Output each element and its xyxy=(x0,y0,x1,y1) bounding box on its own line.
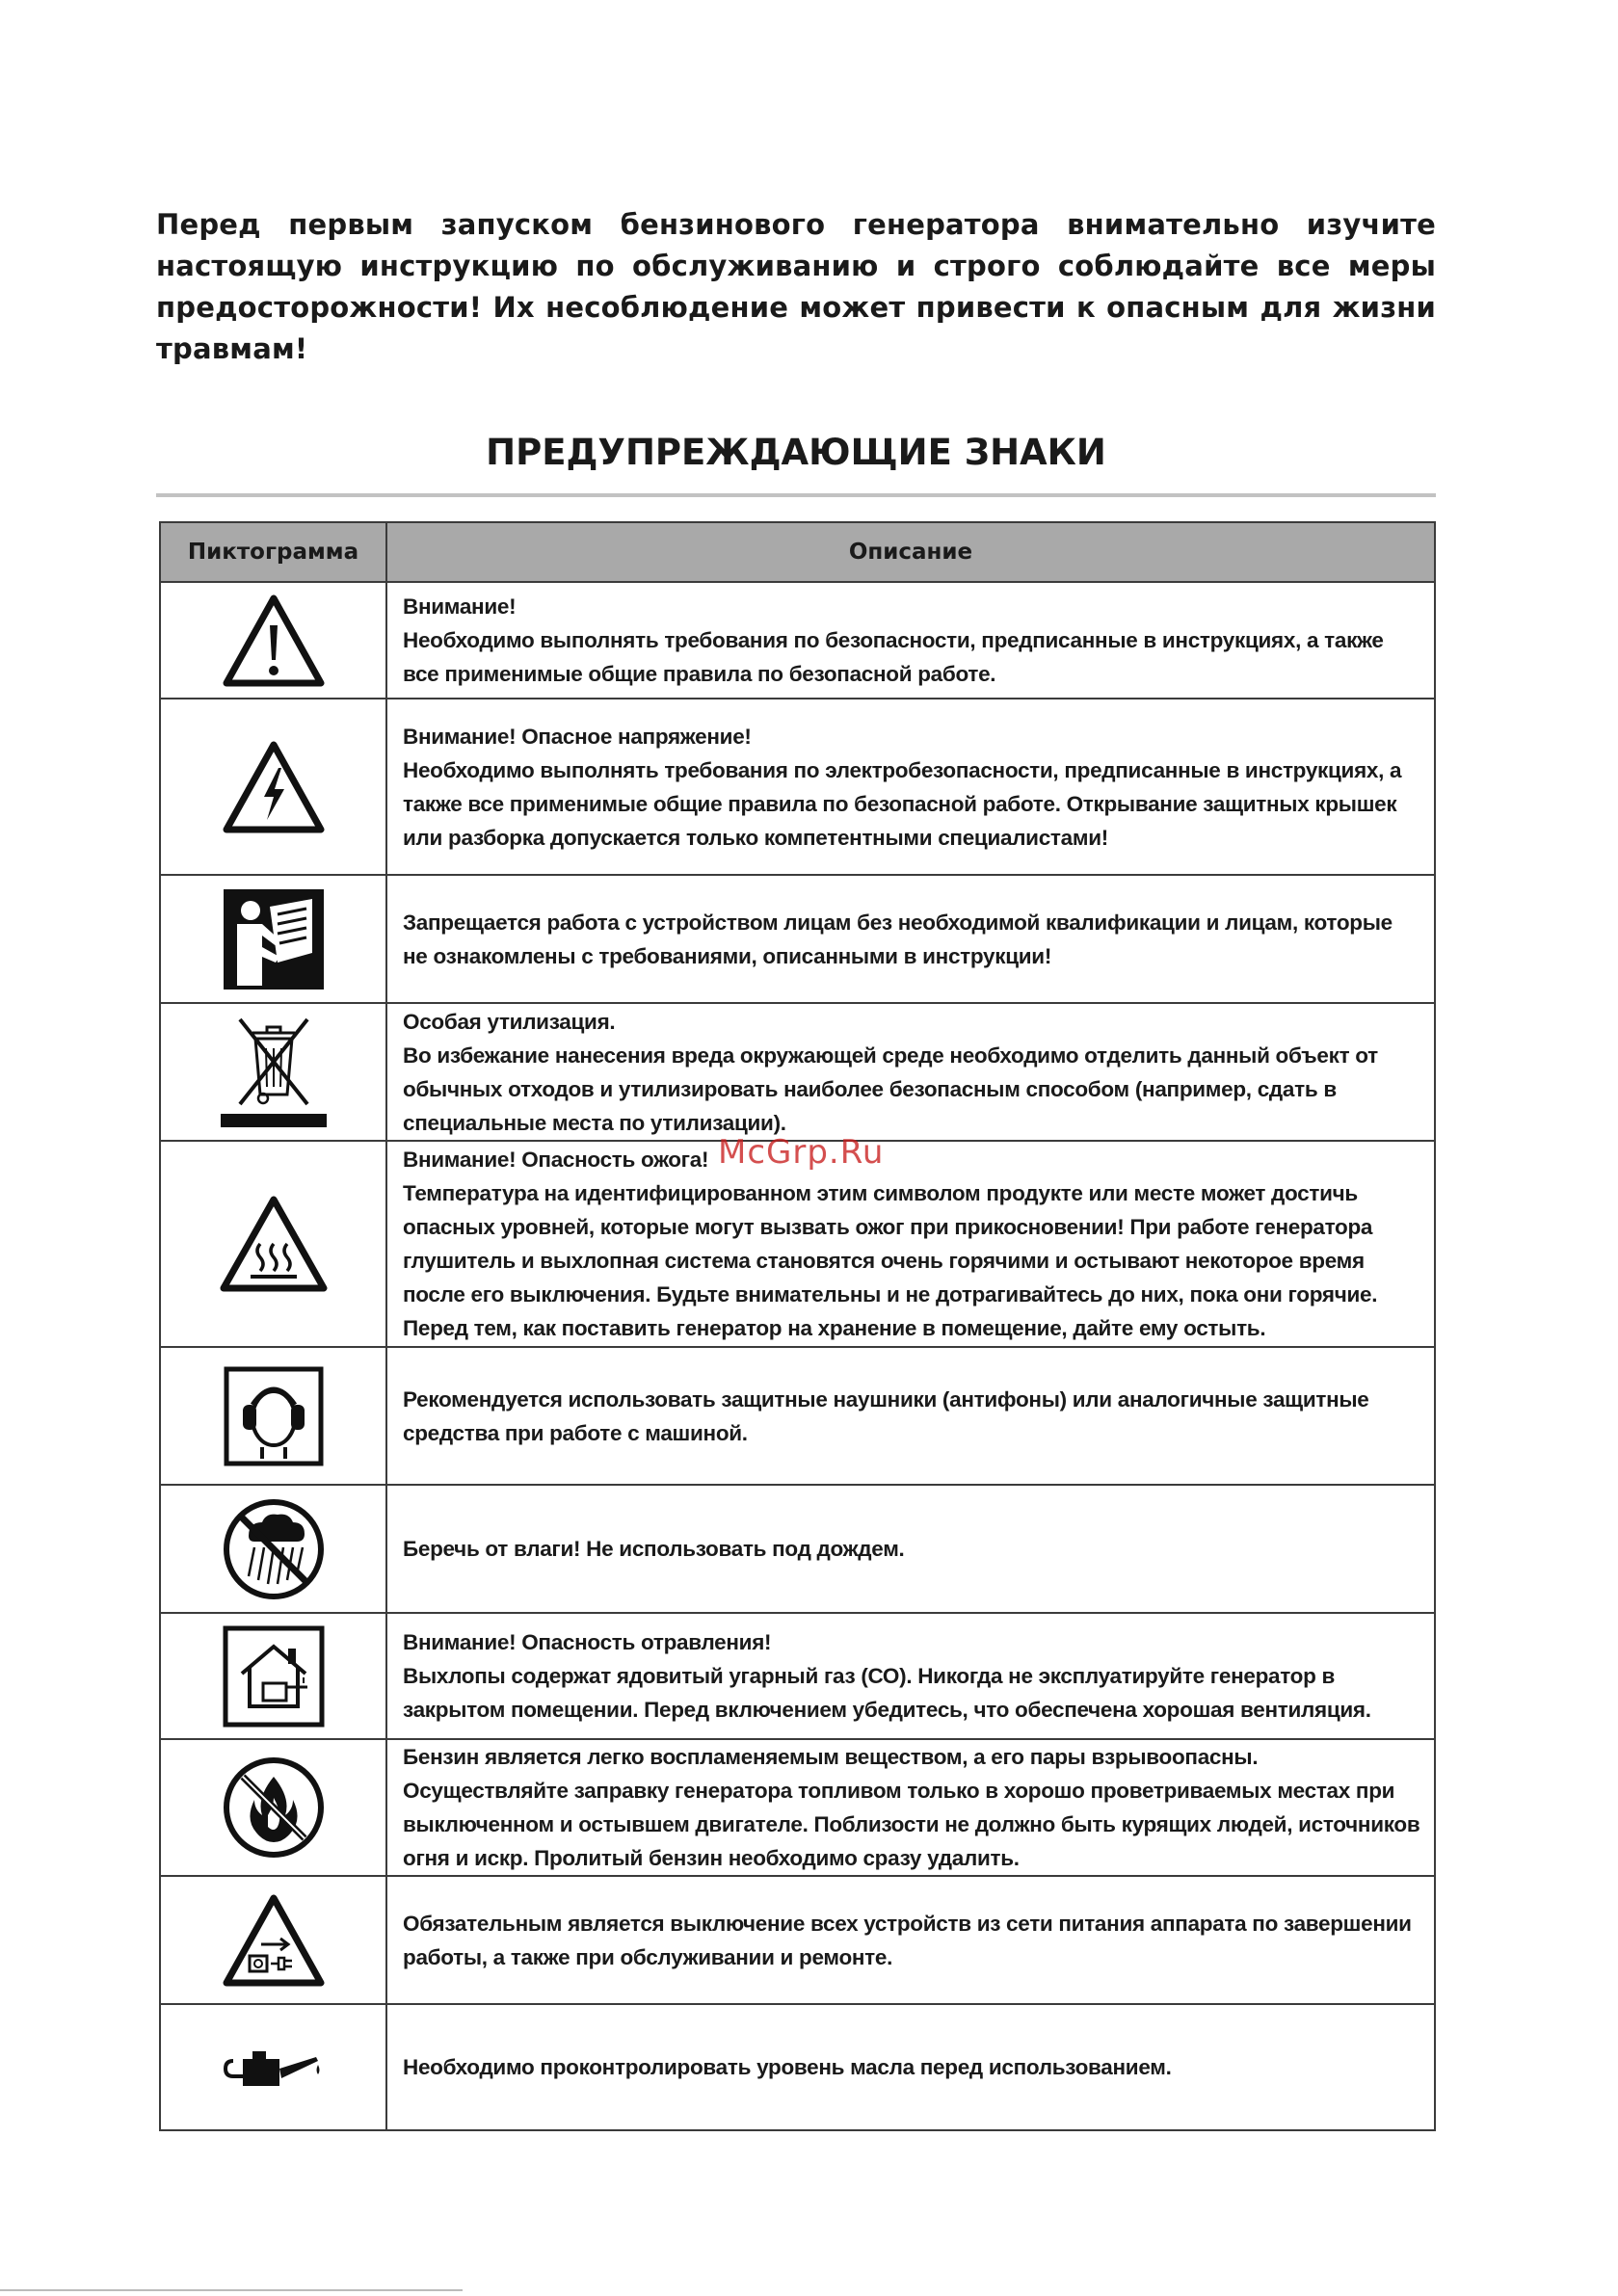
ear-protection-icon xyxy=(224,1366,324,1466)
pictogram-cell xyxy=(160,1739,386,1876)
read-manual-icon xyxy=(224,889,324,990)
description-cell xyxy=(386,582,1435,699)
description-cell xyxy=(386,1485,1435,1613)
row-title: Особая утилизация. xyxy=(403,1009,616,1034)
row-title: Внимание! Опасность ожога! xyxy=(403,1148,709,1172)
row-text: Обязательным является выключение всех устройств из сети питания аппарата по завершении работы, а также при обслуживании и ремонте. xyxy=(403,1911,1412,1969)
table-header-row xyxy=(160,522,1435,582)
oil-can-icon xyxy=(224,2044,324,2092)
pictogram-cell xyxy=(160,1613,386,1739)
pictogram-cell xyxy=(160,1003,386,1141)
row-text: Необходимо проконтролировать уровень масла перед использованием. xyxy=(403,2055,1172,2079)
watermark: McGrp.Ru xyxy=(718,1133,885,1172)
high-voltage-warning-icon xyxy=(221,739,327,835)
description-cell xyxy=(386,1613,1435,1739)
exclamation-warning-icon xyxy=(221,593,327,689)
pictogram-cell xyxy=(160,1347,386,1485)
description-cell xyxy=(386,1739,1435,1876)
pictogram-cell xyxy=(160,1485,386,1613)
table-row xyxy=(160,875,1435,1003)
row-text: Запрещается работа с устройством лицам без необходимой квалификации и лицам, которые не ознакомлены с требованиями, описанными в инструкции! xyxy=(403,910,1393,968)
description-cell xyxy=(386,1003,1435,1141)
row-text: Выхлопы содержат ядовитый угарный газ (СО). Никогда не эксплуатируйте генератор в закрытом помещении. Перед включением убедитесь, что обеспечена хорошая вентиляция. xyxy=(403,1664,1371,1722)
row-text: Необходимо выполнять требования по электробезопасности, предписанные в инструкциях, а также все применимые общие правила по безопасной работе. Открывание защитных крышек или разборка допускается только компетентными специалистами! xyxy=(403,757,1402,850)
crossed-bin-icon xyxy=(221,1016,327,1129)
warning-signs-table xyxy=(159,521,1436,2131)
table-row xyxy=(160,699,1435,875)
pictogram-cell xyxy=(160,875,386,1003)
row-title: Внимание! xyxy=(403,594,517,619)
table-row xyxy=(160,1141,1435,1347)
row-text: Рекомендуется использовать защитные наушники (антифоны) или аналогичные защитные средства при работе с машиной. xyxy=(403,1386,1369,1445)
row-text: Беречь от влаги! Не использовать под дождем. xyxy=(403,1537,905,1561)
table-row xyxy=(160,1613,1435,1739)
pictogram-cell xyxy=(160,699,386,875)
description-cell xyxy=(386,875,1435,1003)
header-pictogram: Пиктограмма xyxy=(160,522,386,582)
row-text: Бензин является легко воспламеняемым веществом, а его пары взрывоопасны. Осуществляйте заправку генератора топливом только в хорошо проветриваемых местах при выключенном и остывшем двигателе. Поблизости не должно быть курящих людей, источников огня и искр. Пролитый бензин необходимо сразу удалить. xyxy=(403,1745,1420,1870)
disconnect-power-icon xyxy=(221,1892,327,1989)
table-row xyxy=(160,1485,1435,1613)
indoor-exhaust-icon xyxy=(223,1625,325,1728)
pictogram-cell xyxy=(160,582,386,699)
row-text: Температура на идентифицированном этим символом продукте или месте может достичь опасных уровней, которые могут вызвать ожог при прикосновении! При работе генератора глушитель и выхлопная система становятся очень горячими и остывают некоторое время после его выключения. Будьте внимательны и не дотрагивайтесь до них, пока они горячие. Перед тем, как поставить генератор на хранение в помещение, дайте ему остыть. xyxy=(403,1181,1378,1340)
no-rain-icon xyxy=(222,1497,326,1601)
table-row xyxy=(160,582,1435,699)
row-title: Внимание! Опасность отравления! xyxy=(403,1630,772,1654)
row-text: Во избежание нанесения вреда окружающей среде необходимо отделить данный объект от обычных отходов и утилизировать наиболее безопасным способом (например, сдать в специальные места по утилизации). xyxy=(403,1042,1378,1135)
table-row xyxy=(160,1003,1435,1141)
description-cell xyxy=(386,1347,1435,1485)
no-open-flame-icon xyxy=(222,1755,326,1860)
row-title: Внимание! Опасное напряжение! xyxy=(403,724,752,749)
row-text: Необходимо выполнять требования по безопасности, предписанные в инструкциях, а также все применимые общие правила по безопасной работе. xyxy=(403,628,1384,686)
description-cell xyxy=(386,1876,1435,2004)
description-cell xyxy=(386,2004,1435,2130)
table-row xyxy=(160,1876,1435,2004)
table-row xyxy=(160,1347,1435,1485)
description-cell xyxy=(386,1141,1435,1347)
description-cell xyxy=(386,699,1435,875)
hot-surface-warning-icon xyxy=(218,1194,330,1294)
header-description: Описание xyxy=(386,522,1435,582)
pictogram-cell xyxy=(160,1876,386,2004)
pictogram-cell xyxy=(160,1141,386,1347)
footer-divider xyxy=(0,2289,463,2291)
intro-warning-paragraph: Перед первым запуском бензинового генератора внимательно изучите настоящую инструкцию по обслуживанию и строго соблюдайте все меры предосторожности! Их несоблюдение может привести к опасным для жизни травмам! xyxy=(156,208,1436,365)
section-title: ПРЕДУПРЕЖДАЮЩИЕ ЗНАКИ xyxy=(486,432,1106,473)
pictogram-cell xyxy=(160,2004,386,2130)
table-row xyxy=(160,2004,1435,2130)
table-row xyxy=(160,1739,1435,1876)
title-divider xyxy=(156,493,1436,497)
